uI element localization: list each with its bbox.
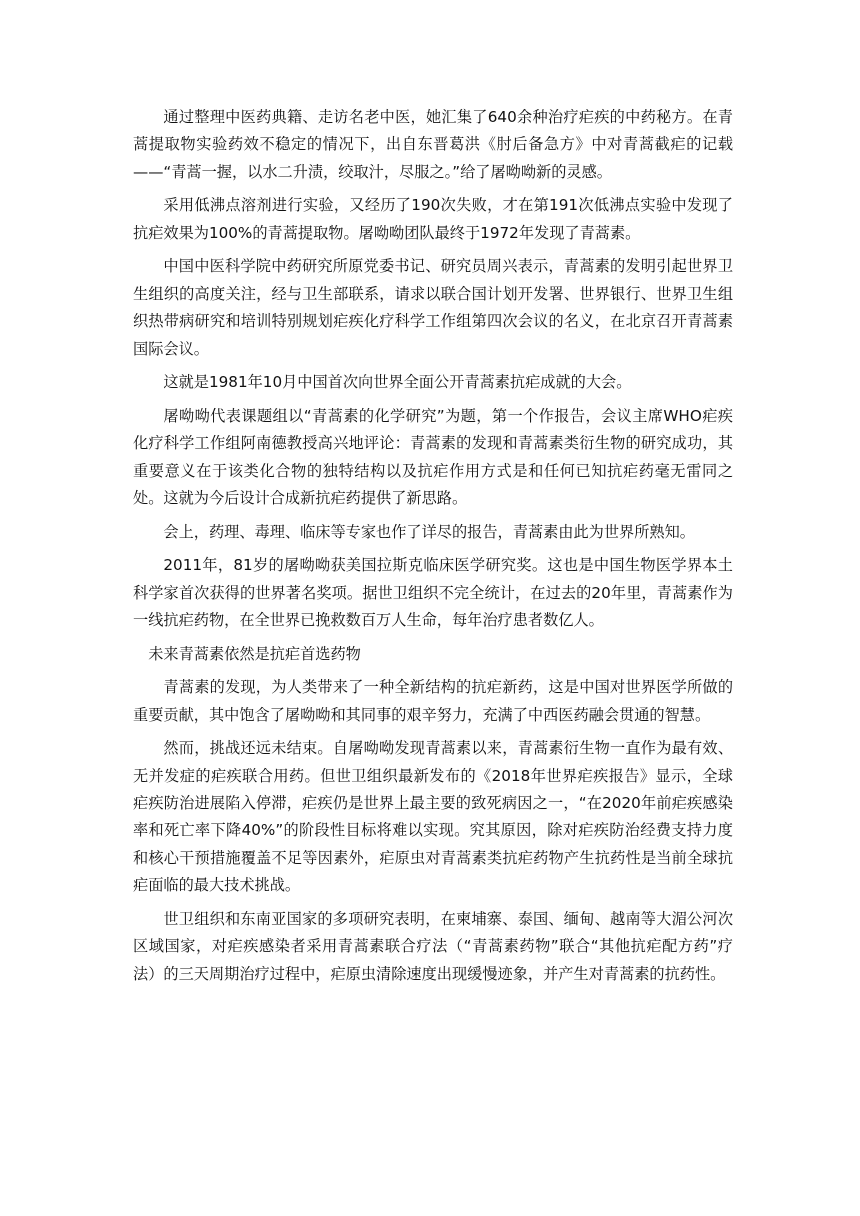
paragraph: 屠呦呦代表课题组以“青蒿素的化学研究”为题，第一个作报告，会议主席WHO疟疾化疗科学工作组阿南德教授高兴地评论：青蒿素的发现和青蒿素类衍生物的研究成功，其重要意义在于该类化合物的独特结构以及抗疟作用方式是和任何已知抗疟药毫无雷同之处。这就为今后设计合成新抗疟药提供了新思路。	[133, 406, 733, 508]
section-heading: 未来青蒿素依然是抗疟首选药物	[148, 644, 361, 663]
paragraph: 通过整理中医药典籍、走访名老中医，她汇集了640余种治疗疟疾的中药秘方。在青蒿提取物实验药效不稳定的情况下，出自东晋葛洪《肘后备急方》中对青蒿截疟的记载——“青蒿一握，以水二升渍，绞取汁，尽服之。”给了屠呦呦新的灵感。	[133, 108, 733, 181]
paragraph: 2011年，81岁的屠呦呦获美国拉斯克临床医学研究奖。这也是中国生物医学界本土科学家首次获得的世界著名奖项。据世卫组织不完全统计，在过去的20年里，青蒿素作为一线抗疟药物，在全世界已挽救数百万人生命，每年治疗患者数亿人。	[133, 556, 733, 630]
paragraph: 青蒿素的发现，为人类带来了一种全新结构的抗疟新药，这是中国对世界医学所做的重要贡献，其中饱含了屠呦呦和其同事的艰辛努力，充满了中西医药融会贯通的智慧。	[133, 678, 733, 724]
paragraph: 然而，挑战还远未结束。自屠呦呦发现青蒿素以来，青蒿素衍生物一直作为最有效、无并发症的疟疾联合用药。但世卫组织最新发布的《2018年世界疟疾报告》显示，全球疟疾防治进展陷入停滞，疟疾仍是世界上最主要的致死病因之一，“在2020年前疟疾感染率和死亡率下降40%”的阶段性目标将难以实现。究其原因，除对疟疾防治经费支持力度和核心干预措施覆盖不足等因素外，疟原虫对青蒿素类抗疟药物产生抗药性是当前全球抗疟面临的最大技术挑战。	[133, 739, 733, 895]
paragraph: 世卫组织和东南亚国家的多项研究表明，在柬埔寨、泰国、缅甸、越南等大湄公河次区域国家，对疟疾感染者采用青蒿素联合疗法（“青蒿素药物”联合“其他抗疟配方药”疗法）的三天周期治疗过程中，疟原虫清除速度出现缓慢迹象，并产生对青蒿素的抗药性。	[133, 909, 733, 983]
paragraph: 采用低沸点溶剂进行实验，又经历了190次失败，才在第191次低沸点实验中发现了抗疟效果为100%的青蒿提取物。屠呦呦团队最终于1972年发现了青蒿素。	[133, 196, 733, 242]
paragraph: 会上，药理、毒理、临床等专家也作了详尽的报告，青蒿素由此为世界所熟知。	[163, 522, 695, 541]
article-body	[133, 104, 733, 994]
paragraph: 这就是1981年10月中国首次向世界全面公开青蒿素抗疟成就的大会。	[163, 373, 632, 392]
paragraph: 中国中医科学院中药研究所原党委书记、研究员周兴表示，青蒿素的发明引起世界卫生组织的高度关注，经与卫生部联系，请求以联合国计划开发署、世界银行、世界卫生组织热带病研究和培训特别规划疟疾化疗科学工作组第四次会议的名义，在北京召开青蒿素国际会议。	[133, 257, 733, 358]
